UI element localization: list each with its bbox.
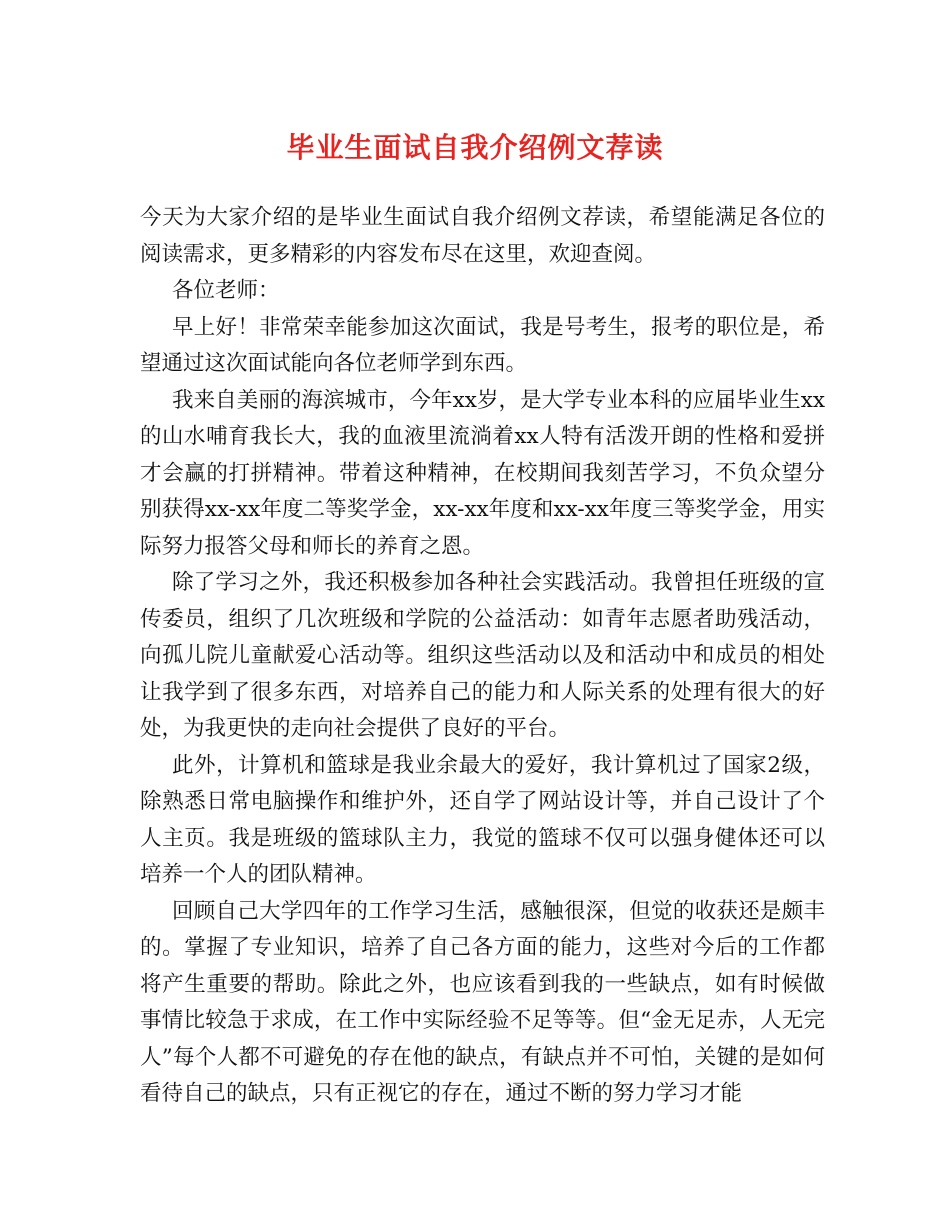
intro-paragraph: 今天为大家介绍的是毕业生面试自我介绍例文荐读，希望能满足各位的阅读需求，更多精彩的内容发布尽在这里，欢迎查阅。 — [140, 205, 825, 267]
body-paragraph: 除了学习之外，我还积极参加各种社会实践活动。我曾担任班级的宣传委员，组织了几次班级和学院的公益活动：如青年志愿者助残活动，向孤儿院儿童献爱心活动等。组织这些活动以及和活动中和成员的相处让我学到了很多东西，对培养自己的能力和人际关系的处理有很大的好处，为我更快的走向社会提供了良好的平台。 — [140, 570, 825, 741]
body-paragraph: 回顾自己大学四年的工作学习生活，感触很深，但觉的收获还是颇丰的。掌握了专业知识，培养了自己各方面的能力，这些对今后的工作都将产生重要的帮助。除此之外，也应该看到我的一些缺点，如有时候做事情比较急于求成，在工作中实际经验不足等等。但“金无足赤，人无完人”每个人都不可避免的存在他的缺点，有缺点并不可怕，关键的是如何看待自己的缺点，只有正视它的存在，通过不断的努力学习才能 — [140, 898, 825, 1106]
body-paragraph: 我来自美丽的海滨城市，今年xx岁，是大学专业本科的应届毕业生xx的山水哺育我长大，我的血液里流淌着xx人特有活泼开朗的性格和爱拼才会赢的打拼精神。带着这种精神，在校期间我刻苦学习，不负众望分别获得xx-xx年度二等奖学金，xx-xx年度和xx-xx年度三等奖学金，用实际努力报答父母和师长的养育之恩。 — [140, 387, 825, 559]
body-paragraph: 此外，计算机和篮球是我业余最大的爱好，我计算机过了国家2级，除熟悉日常电脑操作和维护外，还自学了网站设计等，并自己设计了个人主页。我是班级的篮球队主力，我觉的篮球不仅可以强身健体还可以培养一个人的团队精神。 — [140, 752, 825, 887]
document-title: 毕业生面试自我介绍例文荐读 — [286, 131, 664, 164]
body-paragraph: 早上好！非常荣幸能参加这次面试，我是号考生，报考的职位是，希望通过这次面试能向各位老师学到东西。 — [140, 314, 825, 376]
salutation: 各位老师： — [172, 278, 280, 303]
document-body — [140, 200, 825, 1113]
